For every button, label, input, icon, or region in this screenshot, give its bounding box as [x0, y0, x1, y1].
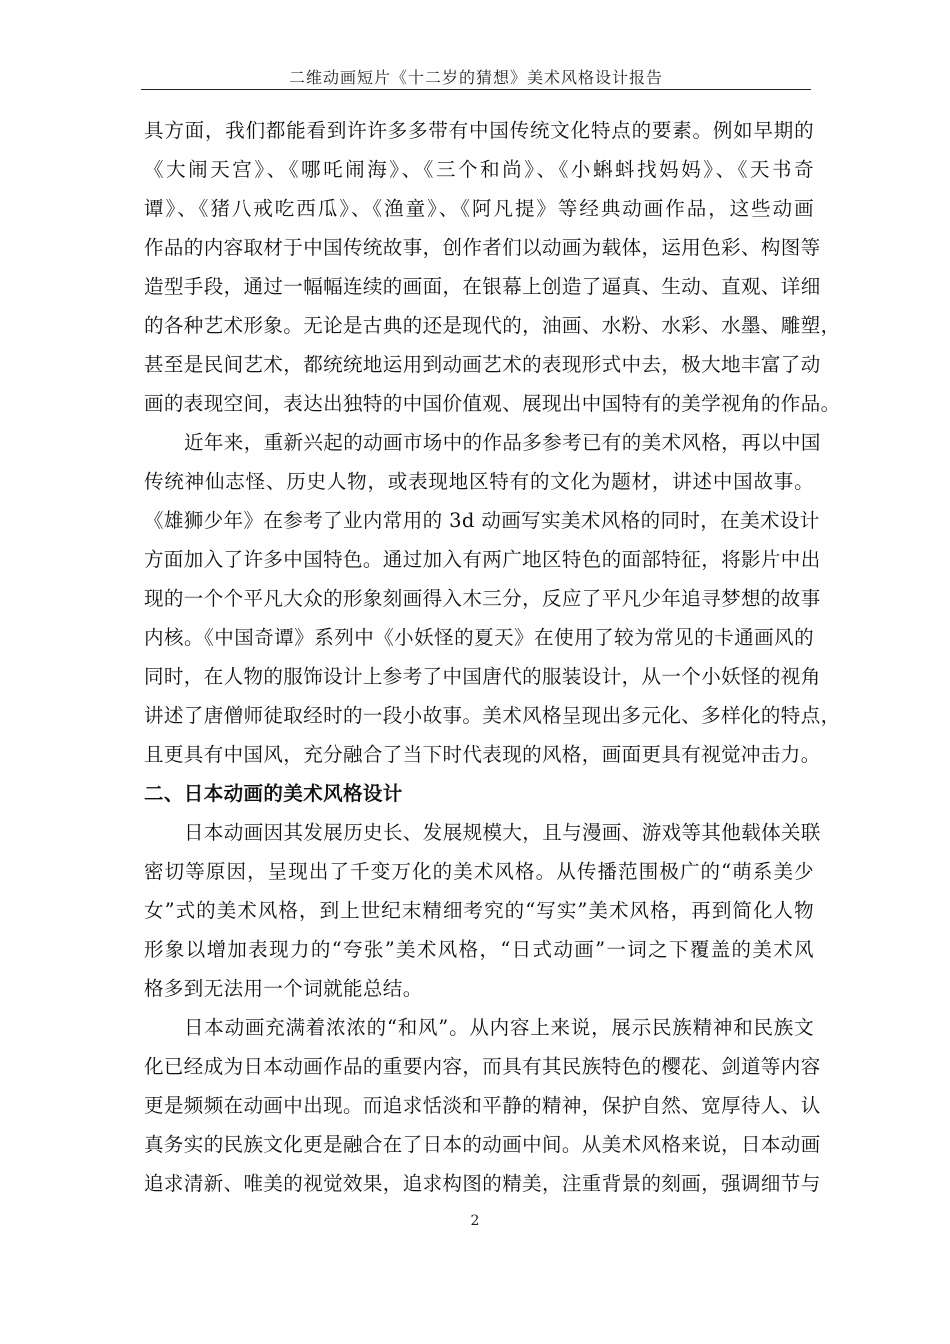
section-heading: 二、日本动画的美术风格设计	[144, 782, 403, 805]
text-line: 《雄狮少年》在参考了业内常用的 3d 动画写实美术风格的同时，在美术设计	[144, 509, 820, 532]
text-line: 传统神仙志怪、历史人物，或表现地区特有的文化为题材，讲述中国故事。	[144, 470, 814, 493]
text-line: 化已经成为日本动画作品的重要内容，而具有其民族特色的樱花、剑道等内容	[144, 1055, 821, 1078]
paragraph	[144, 111, 841, 423]
text-line: 密切等原因，呈现出了千变万化的美术风格。从传播范围极广的“萌系美少	[144, 860, 814, 883]
text-line: 作品的内容取材于中国传统故事，创作者们以动画为载体，运用色彩、构图等	[144, 236, 821, 259]
text-line: 具方面，我们都能看到许许多多带有中国传统文化特点的要素。例如早期的	[144, 119, 814, 142]
text-line: 造型手段，通过一幅幅连续的画面，在银幕上创造了逼真、生动、直观、详细	[144, 275, 821, 298]
text-line: 形象以增加表现力的“夸张”美术风格，“日式动画”一词之下覆盖的美术风	[144, 938, 814, 961]
paragraph	[144, 1008, 821, 1203]
page-number: 2	[470, 1213, 480, 1229]
text-line: 日本动画因其发展历史长、发展规模大，且与漫画、游戏等其他载体关联	[184, 821, 821, 844]
text-line: 且更具有中国风，充分融合了当下时代表现的风格，画面更具有视觉冲击力。	[144, 743, 821, 766]
text-line: 现的一个个平凡大众的形象刻画得入木三分，反应了平凡少年追寻梦想的故事	[144, 587, 821, 610]
text-line: 画的表现空间，表达出独特的中国价值观、展现出中国特有的美学视角的作品。	[144, 392, 841, 415]
text-line: 谭》、《猪八戒吃西瓜》、《渔童》、《阿凡提》等经典动画作品，这些动画	[144, 197, 814, 220]
text-line: 格多到无法用一个词就能总结。	[144, 977, 423, 1000]
text-line: 近年来，重新兴起的动画市场中的作品多参考已有的美术风格，再以中国	[184, 431, 821, 454]
text-line: 甚至是民间艺术，都统统地运用到动画艺术的表现形式中去，极大地丰富了动	[144, 353, 821, 376]
paragraph	[144, 813, 821, 1008]
text-line: 的各种艺术形象。无论是古典的还是现代的，油画、水粉、水彩、水墨、雕塑，	[144, 314, 841, 337]
text-line: 追求清新、唯美的视觉效果，追求构图的精美，注重背景的刻画，强调细节与	[144, 1172, 821, 1195]
text-line: 真务实的民族文化更是融合在了日本的动画中间。从美术风格来说，日本动画	[144, 1133, 821, 1156]
text-line: 更是频频在动画中出现。而追求恬淡和平静的精神，保护自然、宽厚待人、认	[144, 1094, 821, 1117]
text-line: 内核。《中国奇谭》系列中《小妖怪的夏天》在使用了较为常见的卡通画风的	[144, 626, 814, 649]
header-title: 二维动画短片《十二岁的猜想》美术风格设计报告	[288, 68, 663, 87]
document-body	[144, 111, 841, 1203]
text-line: 同时，在人物的服饰设计上参考了中国唐代的服装设计，从一个小妖怪的视角	[144, 665, 821, 688]
paragraph	[144, 423, 841, 774]
running-header	[141, 56, 811, 90]
text-line: 方面加入了许多中国特色。通过加入有两广地区特色的面部特征，将影片中出	[144, 548, 821, 571]
text-line: 女”式的美术风格，到上世纪末精细考究的“写实”美术风格，再到简化人物	[144, 899, 814, 922]
text-line: 讲述了唐僧师徒取经时的一段小故事。美术风格呈现出多元化、多样化的特点，	[144, 704, 841, 727]
text-line: 《大闹天宫》、《哪吒闹海》、《三个和尚》、《小蝌蚪找妈妈》、《天书奇	[144, 158, 814, 181]
text-line: 日本动画充满着浓浓的“和风”。从内容上来说，展示民族精神和民族文	[184, 1016, 814, 1039]
